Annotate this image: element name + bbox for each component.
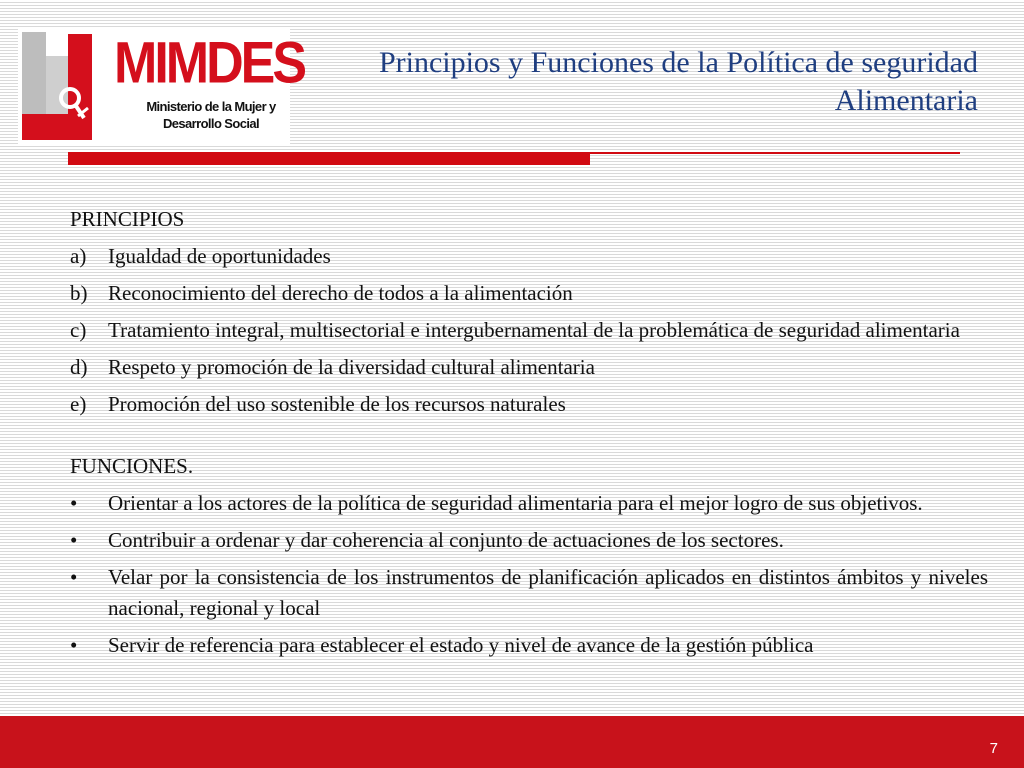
principios-heading: PRINCIPIOS xyxy=(70,207,185,231)
list-item xyxy=(70,562,988,624)
mimdes-logo xyxy=(18,28,304,144)
bullet-marker: • xyxy=(70,633,78,657)
funciones-heading: FUNCIONES. xyxy=(70,454,194,478)
list-item-text: Igualdad de oportunidades xyxy=(108,244,331,268)
list-item-text: Orientar a los actores de la política de seguridad alimentaria para el mejor logro de sus objetivos. xyxy=(108,491,923,515)
page-number: 7 xyxy=(989,740,998,757)
bullet-marker: • xyxy=(70,528,78,552)
bullet-marker: • xyxy=(70,491,78,515)
list-marker: a) xyxy=(70,244,87,268)
title-underline-bar xyxy=(68,153,590,165)
list-item xyxy=(70,488,988,519)
funciones-list xyxy=(70,488,988,661)
logo-subtitle: Ministerio de la Mujer y Desarrollo Social xyxy=(146,99,276,131)
bullet-marker: • xyxy=(70,565,78,589)
principios-list xyxy=(70,241,988,420)
list-item xyxy=(70,525,988,556)
list-item-text: Contribuir a ordenar y dar coherencia al conjunto de actuaciones de los sectores. xyxy=(108,528,784,552)
list-item xyxy=(70,352,988,383)
list-item-text: Promoción del uso sostenible de los recursos naturales xyxy=(108,392,566,416)
list-item xyxy=(70,315,988,346)
list-item xyxy=(70,389,988,420)
section-spacer xyxy=(70,420,988,451)
list-item-text: Respeto y promoción de la diversidad cultural alimentaria xyxy=(108,355,595,379)
logo-emblem-icon xyxy=(18,28,118,144)
logo-brand-text: MIMDES xyxy=(114,31,304,97)
slide-body xyxy=(70,204,988,661)
list-item-text: Velar por la consistencia de los instrumentos de planificación aplicados en distintos ámbitos y niveles nacional, regional y local xyxy=(108,565,988,620)
list-marker: e) xyxy=(70,392,87,416)
list-item xyxy=(70,241,988,272)
list-item-text: Servir de referencia para establecer el estado y nivel de avance de la gestión pública xyxy=(108,633,814,657)
footer-band xyxy=(0,716,1024,768)
list-marker: d) xyxy=(70,355,88,379)
list-marker: c) xyxy=(70,318,87,342)
slide-title: Principios y Funciones de la Política de seguridad Alimentaria xyxy=(378,46,978,117)
list-item xyxy=(70,278,988,309)
list-item-text: Reconocimiento del derecho de todos a la alimentación xyxy=(108,281,573,305)
list-item-text: Tratamiento integral, multisectorial e intergubernamental de la problemática de seguridad alimentaria xyxy=(108,318,960,342)
list-item xyxy=(70,630,988,661)
list-marker: b) xyxy=(70,281,88,305)
